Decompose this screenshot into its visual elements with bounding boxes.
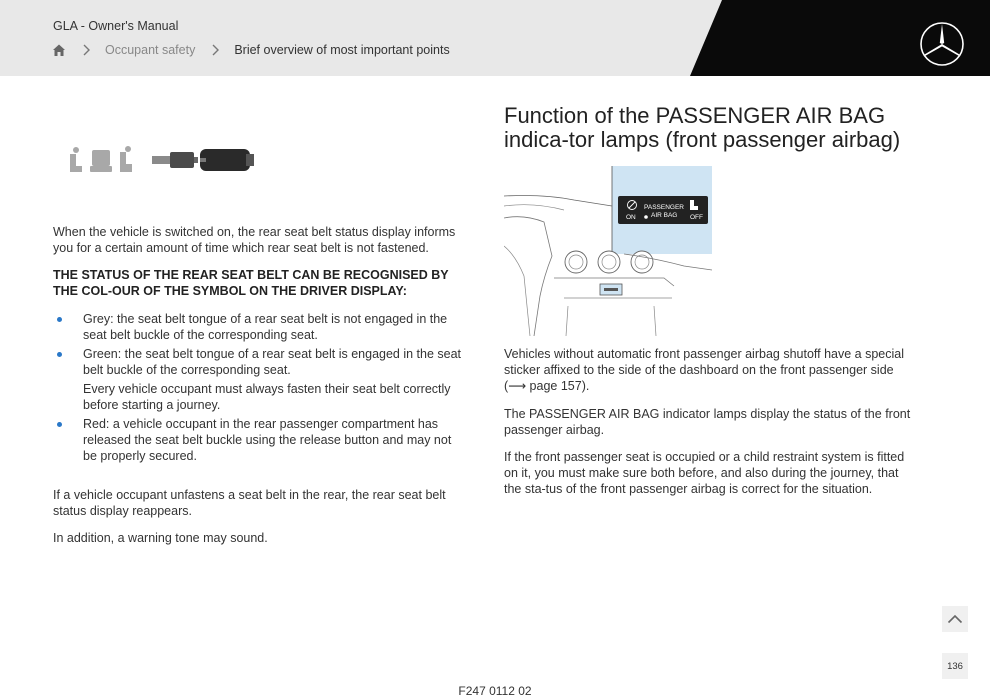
- bullet-note: Every vehicle occupant must always fasten their seat belt correctly before starting a journey.: [83, 382, 451, 412]
- panel-passenger-label: PASSENGER: [644, 204, 684, 211]
- section-title: Function of the PASSENGER AIR BAG indica-tor lamps (front passenger airbag): [504, 103, 901, 152]
- chevron-right-icon: [81, 44, 91, 56]
- unfasten-paragraph: If a vehicle occupant unfastens a seat belt in the rear, the rear seat belt status display reappears.: [53, 488, 446, 518]
- manual-title[interactable]: GLA - Owner's Manual: [53, 19, 179, 33]
- bullet-text-grey: Grey: the seat belt tongue of a rear seat belt is not engaged in the seat belt buckle of the corresponding seat.: [83, 312, 448, 342]
- list-item: [53, 416, 467, 464]
- header-bar: [0, 0, 990, 76]
- dashboard-illustration: [504, 166, 712, 336]
- occupied-paragraph: If the front passenger seat is occupied or a child restraint system is fitted on it, you must make sure both before, and also during the journey, that the sta-tus of the front passenger airbag is correct for the situation.: [504, 450, 905, 496]
- bullet-icon: [57, 352, 62, 357]
- bullet-icon: [57, 317, 62, 322]
- status-heading: THE STATUS OF THE REAR SEAT BELT CAN BE RECOGNISED BY THE COL-OUR OF THE SYMBOL ON THE DRIVER DISPLAY:: [53, 268, 449, 298]
- panel-airbag-label: AIR BAG: [651, 212, 678, 219]
- breadcrumb-occupant-safety[interactable]: Occupant safety: [105, 43, 196, 57]
- panel-on-label: ON: [626, 214, 636, 221]
- indicator-paragraph: The PASSENGER AIR BAG indicator lamps display the status of the front passenger airbag.: [504, 407, 911, 437]
- list-item: [53, 346, 467, 413]
- mercedes-star-icon: [918, 20, 966, 68]
- chevron-up-icon: [947, 614, 963, 624]
- rear-seat-belt-symbols: [70, 146, 132, 172]
- list-item: [53, 311, 467, 343]
- panel-off-label: OFF: [690, 214, 703, 221]
- panel-indicator-dot-icon: [644, 215, 648, 219]
- bullet-text-red: Red: a vehicle occupant in the rear passenger compartment has released the seat belt buckle using the release button and may not be properly secured.: [83, 417, 452, 463]
- bullet-text-green: Green: the seat belt tongue of a rear seat belt is engaged in the seat belt buckle of the corresponding seat.: [83, 347, 462, 377]
- status-bullet-list: [53, 311, 467, 467]
- chevron-right-icon: [210, 44, 220, 56]
- warning-paragraph: In addition, a warning tone may sound.: [53, 531, 268, 545]
- figure-code: F247 0112 02: [458, 684, 532, 698]
- home-icon[interactable]: [52, 43, 66, 57]
- intro-paragraph: When the vehicle is switched on, the rear seat belt status display informs you for a certain amount of time which rear seat belt is not fastened.: [53, 225, 456, 255]
- belt-buckle-graphic: [152, 149, 254, 171]
- breadcrumb: [52, 41, 450, 59]
- scroll-to-top-button[interactable]: [942, 606, 968, 632]
- breadcrumb-current: Brief overview of most important points: [234, 43, 450, 57]
- sticker-paragraph: Vehicles without automatic front passenger airbag shutoff have a special sticker affixed to the side of the dashboard on the front passenger side (⟶ page 157).: [504, 347, 905, 393]
- page-number-button[interactable]: 136: [942, 653, 968, 679]
- bullet-icon: [57, 422, 62, 427]
- seat-belt-status-icons: [66, 144, 256, 178]
